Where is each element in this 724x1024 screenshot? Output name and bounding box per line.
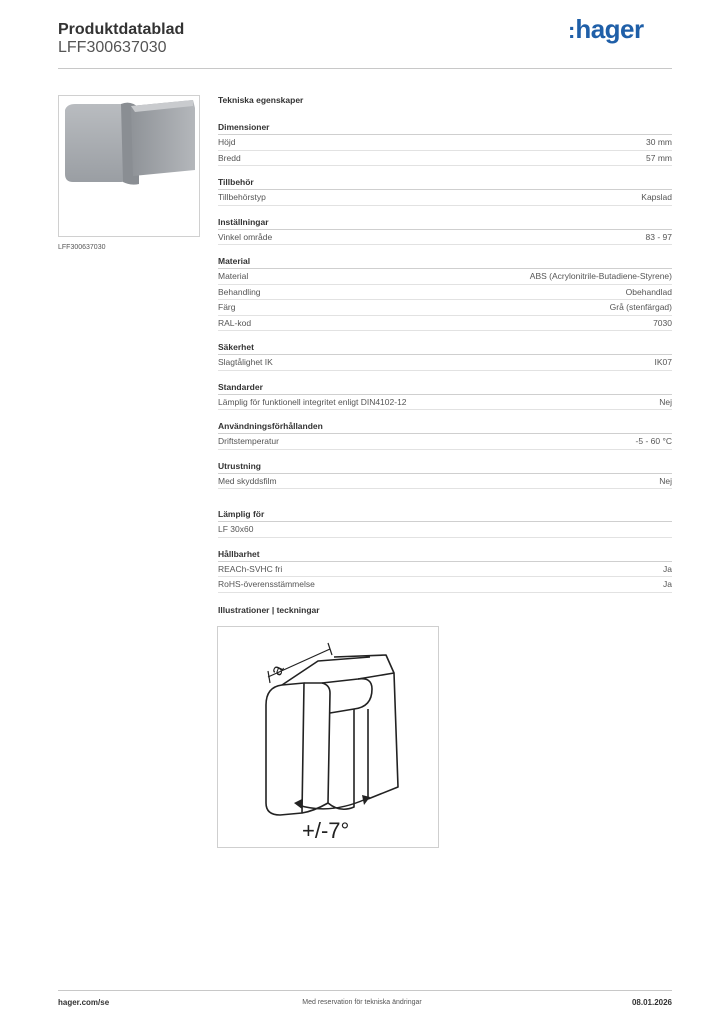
- spec-value: -5 - 60 °C: [635, 436, 672, 446]
- spec-label: Med skyddsfilm: [218, 475, 277, 486]
- spec-label: Färg: [218, 302, 236, 312]
- spec-label: RoHS-överensstämmelse: [218, 579, 315, 589]
- spec-value: 30 mm: [646, 137, 672, 147]
- spec-group: [218, 122, 672, 166]
- footer-website: hager.com/se: [58, 998, 110, 1007]
- spec-row: [218, 434, 672, 450]
- spec-group-title: Säkerhet: [218, 342, 672, 355]
- spec-group-title: Material: [218, 256, 672, 269]
- specs-section: [218, 95, 672, 604]
- footer-date: 08.01.2026: [631, 998, 672, 1007]
- spec-value: Nej: [659, 396, 672, 407]
- spec-row: [218, 285, 672, 301]
- spec-label: Slagtålighet IK: [218, 357, 273, 367]
- spec-group: [218, 256, 672, 331]
- spec-label: Behandling: [218, 286, 261, 297]
- spec-row: [218, 269, 672, 285]
- dimension-label: a: [266, 661, 288, 679]
- spec-row: [218, 316, 672, 332]
- spec-label: Vinkel område: [218, 231, 273, 242]
- corner-drawing-icon: [218, 627, 438, 847]
- spec-group: [218, 342, 672, 371]
- spec-group-title: Tillbehör: [218, 177, 672, 190]
- specs-heading: Tekniska egenskaper: [218, 95, 304, 105]
- spec-value: Nej: [659, 475, 672, 486]
- spec-groups: [218, 122, 672, 593]
- spec-row: [218, 230, 672, 246]
- spec-label: LF 30x60: [218, 524, 254, 534]
- spec-group-title: Hållbarhet: [218, 549, 672, 562]
- thumbnail-caption: LFF300637030: [58, 244, 106, 251]
- spec-row: [218, 577, 672, 593]
- spec-row: [218, 135, 672, 151]
- spec-group-title: Dimensioner: [218, 122, 672, 135]
- spec-label: Lämplig för funktionell integritet enligt DIN4102-12: [218, 396, 407, 407]
- spec-label: Bredd: [218, 152, 241, 163]
- spec-group: [218, 177, 672, 206]
- spec-label: Driftstemperatur: [218, 436, 279, 446]
- footer-divider: [58, 990, 672, 991]
- spec-group-title: Standarder: [218, 382, 672, 395]
- spec-value: 7030: [653, 317, 672, 328]
- spec-group-title: Inställningar: [218, 217, 672, 230]
- illustration-frame: [217, 626, 439, 848]
- spec-value: IK07: [654, 357, 672, 367]
- spec-row: [218, 355, 672, 371]
- spec-value: 57 mm: [646, 152, 672, 163]
- spec-row: [218, 474, 672, 490]
- spec-group: [218, 382, 672, 411]
- spec-value: ABS (Acrylonitrile-Butadiene-Styrene): [529, 271, 672, 281]
- spec-row: [218, 300, 672, 316]
- spec-group: [218, 549, 672, 593]
- spec-group: [218, 421, 672, 450]
- spec-group-title: Utrustning: [218, 461, 672, 474]
- spec-label: REACh-SVHC fri: [218, 563, 283, 574]
- spec-row: [218, 190, 672, 206]
- angle-label: +/-7°: [302, 818, 350, 843]
- spec-label: Material: [218, 271, 249, 281]
- product-thumbnail: [58, 95, 200, 237]
- page-title: Produktdatablad: [58, 21, 185, 38]
- spec-label: RAL-kod: [218, 317, 252, 328]
- spec-value: Obehandlad: [625, 286, 672, 297]
- spec-group: [218, 217, 672, 246]
- spec-group-title: Användningsförhållanden: [218, 421, 672, 434]
- spec-value: Grå (stenfärgad): [609, 302, 672, 312]
- spec-group: [218, 509, 672, 538]
- product-code: LFF300637030: [58, 39, 167, 56]
- spec-group-title: Lämplig för: [218, 509, 672, 522]
- header-divider: [58, 68, 672, 69]
- spec-row: [218, 522, 672, 538]
- spec-row: [218, 151, 672, 167]
- illustrations-title: Illustrationer | teckningar: [218, 605, 320, 615]
- hager-logo: :hager: [568, 14, 644, 44]
- spec-value: 83 - 97: [645, 231, 672, 242]
- spec-group: [218, 461, 672, 490]
- spec-row: [218, 395, 672, 411]
- spec-label: Tillbehörstyp: [218, 192, 266, 202]
- product-photo-icon: [59, 96, 199, 236]
- footer-note: Med reservation för tekniska ändringar: [302, 999, 422, 1006]
- spec-row: [218, 562, 672, 578]
- logo-text: hager: [575, 14, 644, 44]
- spec-value: Ja: [663, 563, 672, 574]
- spec-label: Höjd: [218, 137, 236, 147]
- spec-value: Ja: [663, 579, 672, 589]
- spec-value: Kapslad: [641, 192, 672, 202]
